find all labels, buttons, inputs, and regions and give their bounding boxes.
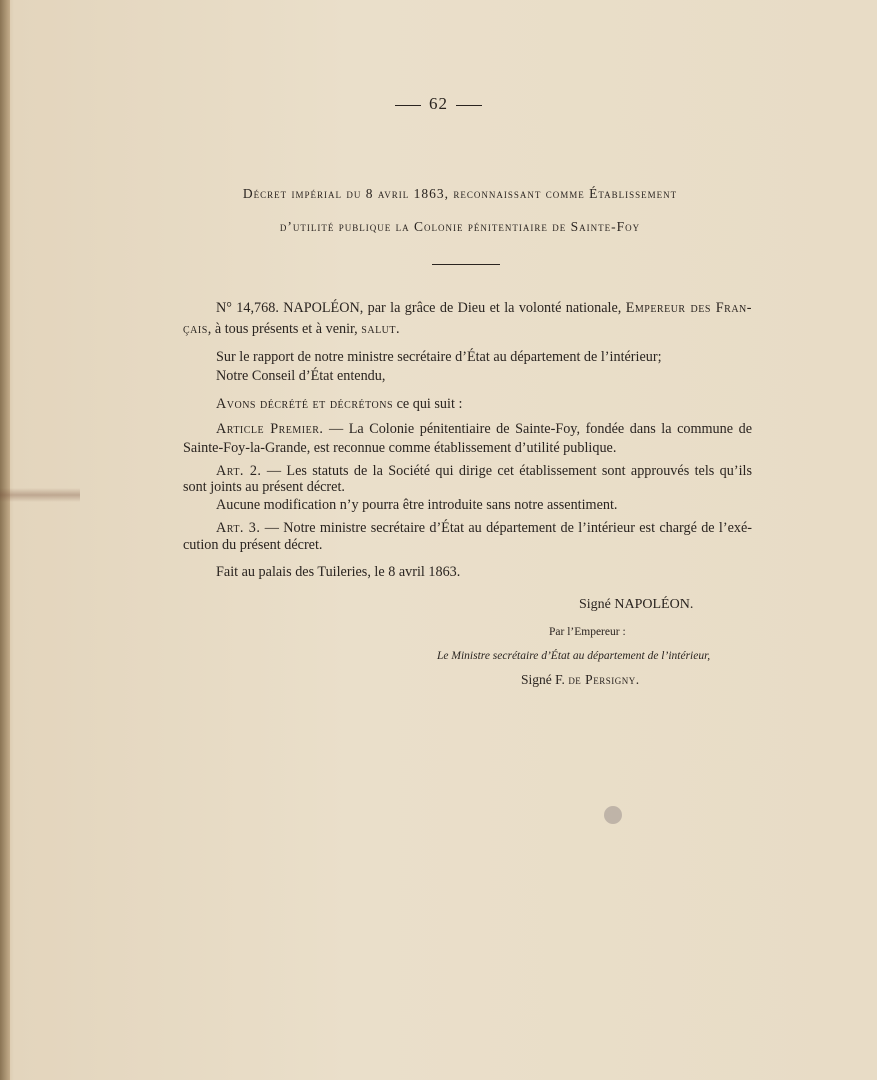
- avons-decrete-line: [183, 395, 752, 414]
- article-1-text: — La Colonie pénitentiaire de Sainte-Foy, fondée dans la commune de: [323, 421, 752, 437]
- emperor-title: Empereur des Fran-: [625, 300, 752, 316]
- rapport-line: Sur le rapport de notre ministre secrétaire d’État au département de l’intérieur;: [216, 349, 662, 365]
- fold-mark: [0, 488, 80, 502]
- article-2-line-3: Aucune modification n’y pourra être introduite sans notre assentiment.: [216, 497, 618, 513]
- signature-persigny: [521, 672, 640, 688]
- decree-number-text: N° 14,768. NAPOLÉON, par la grâce de Dieu et la volonté nationale,: [216, 300, 626, 316]
- page-number-dash-right: [456, 105, 482, 106]
- decree-opening-line-2: [183, 320, 752, 339]
- ministre-line: Le Ministre secrétaire d’État au département de l’intérieur,: [437, 650, 711, 662]
- article-3-line-2: cution du présent décret.: [183, 537, 323, 553]
- par-empereur: Par l’Empereur :: [549, 626, 626, 638]
- avons-rest-text: ce qui suit :: [393, 396, 463, 412]
- article-1-label: Article Premier.: [216, 421, 324, 437]
- article-3-text: — Notre ministre secrétaire d’État au département de l’intérieur est chargé de l’exé-: [260, 520, 752, 536]
- salut-text: salut.: [361, 321, 401, 337]
- francais-text: çais: [183, 321, 208, 337]
- signature-napoleon: Signé NAPOLÉON.: [579, 597, 694, 612]
- article-2-line-2: sont joints au présent décret.: [183, 479, 345, 495]
- article-2-label: Art. 2.: [216, 463, 262, 479]
- page-binding-edge: [0, 0, 10, 1080]
- signe-f-text: Signé F.: [521, 672, 569, 687]
- persigny-name: de Persigny.: [568, 672, 640, 687]
- article-3-label: Art. 3.: [216, 520, 261, 536]
- title-separator-rule: [432, 264, 500, 265]
- article-1-line-2: Sainte-Foy-la-Grande, est reconnue comme établissement d’utilité publique.: [183, 440, 617, 456]
- paper-stain: [604, 806, 622, 824]
- article-1-line-1: [183, 420, 752, 439]
- page-number: [0, 94, 877, 114]
- conseil-line: Notre Conseil d’État entendu,: [216, 368, 386, 384]
- page-number-value: 62: [429, 94, 448, 113]
- greeting-text: , à tous présents et à venir,: [207, 321, 362, 337]
- page-number-dash-left: [395, 105, 421, 106]
- avons-decrete-text: Avons décrété et décrétons: [216, 396, 394, 412]
- fait-line: Fait au palais des Tuileries, le 8 avril 1863.: [216, 564, 461, 580]
- decree-opening-line-1: [183, 299, 752, 318]
- decree-title-line-1: Décret impérial du 8 avril 1863, reconnaissant comme Établissement: [242, 186, 678, 201]
- article-2-text: — Les statuts de la Société qui dirige cet établissement sont approuvés tels qu’ils: [261, 463, 752, 479]
- decree-title-line-2: d’utilité publique la Colonie pénitentiaire de Sainte-Foy: [279, 219, 641, 234]
